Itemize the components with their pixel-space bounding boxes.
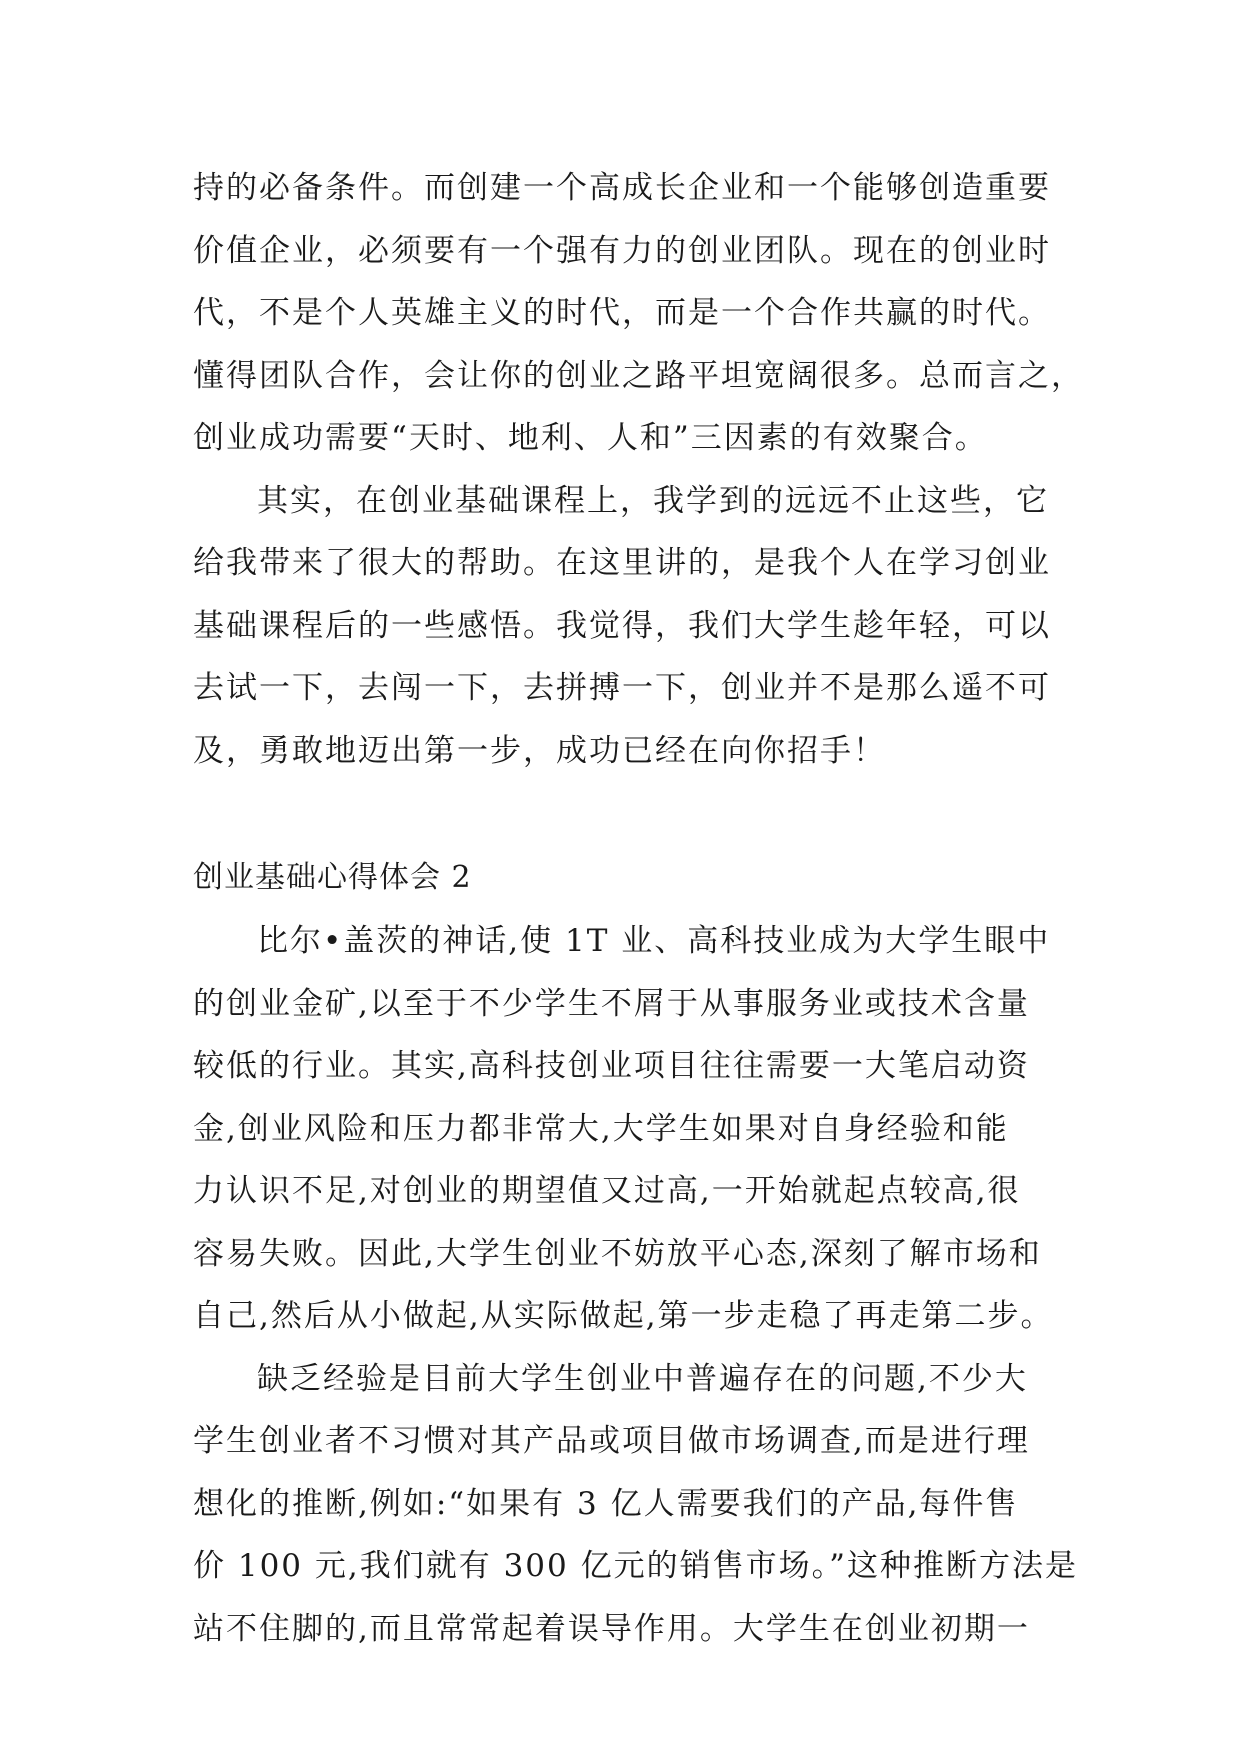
- paragraph-line: 学生创业者不习惯对其产品或项目做市场调查,而是进行理: [193, 1423, 1030, 1459]
- paragraph-line: 代，不是个人英雄主义的时代，而是一个合作共赢的时代。: [193, 295, 1051, 331]
- paragraph-line: 创业成功需要“天时、地利、人和”三因素的有效聚合。: [193, 420, 988, 456]
- paragraph-line: 给我带来了很大的帮助。在这里讲的，是我个人在学习创业: [193, 545, 1051, 581]
- paragraph-line: 价值企业，必须要有一个强有力的创业团队。现在的创业时: [193, 232, 1051, 269]
- paragraph-continuation: [193, 157, 1084, 470]
- paragraph-line: 其实，在创业基础课程上，我学到的远远不止这些，它: [257, 482, 1049, 519]
- paragraph-line: 价 100 元,我们就有 300 亿元的销售市场。”这种推断方法是: [193, 1548, 1078, 1584]
- paragraph-line: 基础课程后的一些感悟。我觉得，我们大学生趁年轻，可以: [193, 607, 1051, 644]
- document-body: [193, 157, 1084, 1660]
- paragraph-line: 容易失败。因此,大学生创业不妨放平心态,深刻了解市场和: [193, 1235, 1042, 1272]
- paragraph-line: 力认识不足,对创业的期望值又过高,一开始就起点较高,很: [193, 1173, 1021, 1209]
- paragraph-line: 想化的推断,例如:“如果有 3 亿人需要我们的产品,每件售: [193, 1485, 1019, 1522]
- paragraph-line: 懂得团队合作，会让你的创业之路平坦宽阔很多。总而言之，: [193, 357, 1084, 394]
- paragraph-line: 缺乏经验是目前大学生创业中普遍存在的问题,不少大: [257, 1360, 1028, 1397]
- section-spacer: [193, 782, 1053, 846]
- paragraph-line: 自己,然后从小做起,从实际做起,第一步走稳了再走第二步。: [193, 1298, 1054, 1334]
- paragraph-line: 站不住脚的,而且常常起着误导作用。大学生在创业初期一: [193, 1610, 1030, 1647]
- paragraph-gates-myth: [193, 910, 1053, 1348]
- paragraph-line: 比尔•盖茨的神话,使 1T 业、高科技业成为大学生眼中: [257, 923, 1051, 959]
- paragraph-line: 的创业金矿,以至于不少学生不屑于从事服务业或技术含量: [193, 985, 1030, 1022]
- paragraph-line: 较低的行业。其实,高科技创业项目往往需要一大笔启动资: [193, 1048, 1030, 1084]
- section-heading: 创业基础心得体会 2: [193, 860, 472, 895]
- paragraph-conclusion: [193, 470, 1053, 783]
- paragraph-lack-of-experience: [193, 1348, 1078, 1661]
- paragraph-line: 及，勇敢地迈出第一步，成功已经在向你招手！: [193, 732, 886, 769]
- paragraph-line: 金,创业风险和压力都非常大,大学生如果对自身经验和能: [193, 1110, 1009, 1147]
- paragraph-line: 持的必备条件。而创建一个高成长企业和一个能够创造重要: [193, 170, 1051, 206]
- paragraph-line: 去试一下，去闯一下，去拼搏一下，创业并不是那么遥不可: [193, 670, 1051, 706]
